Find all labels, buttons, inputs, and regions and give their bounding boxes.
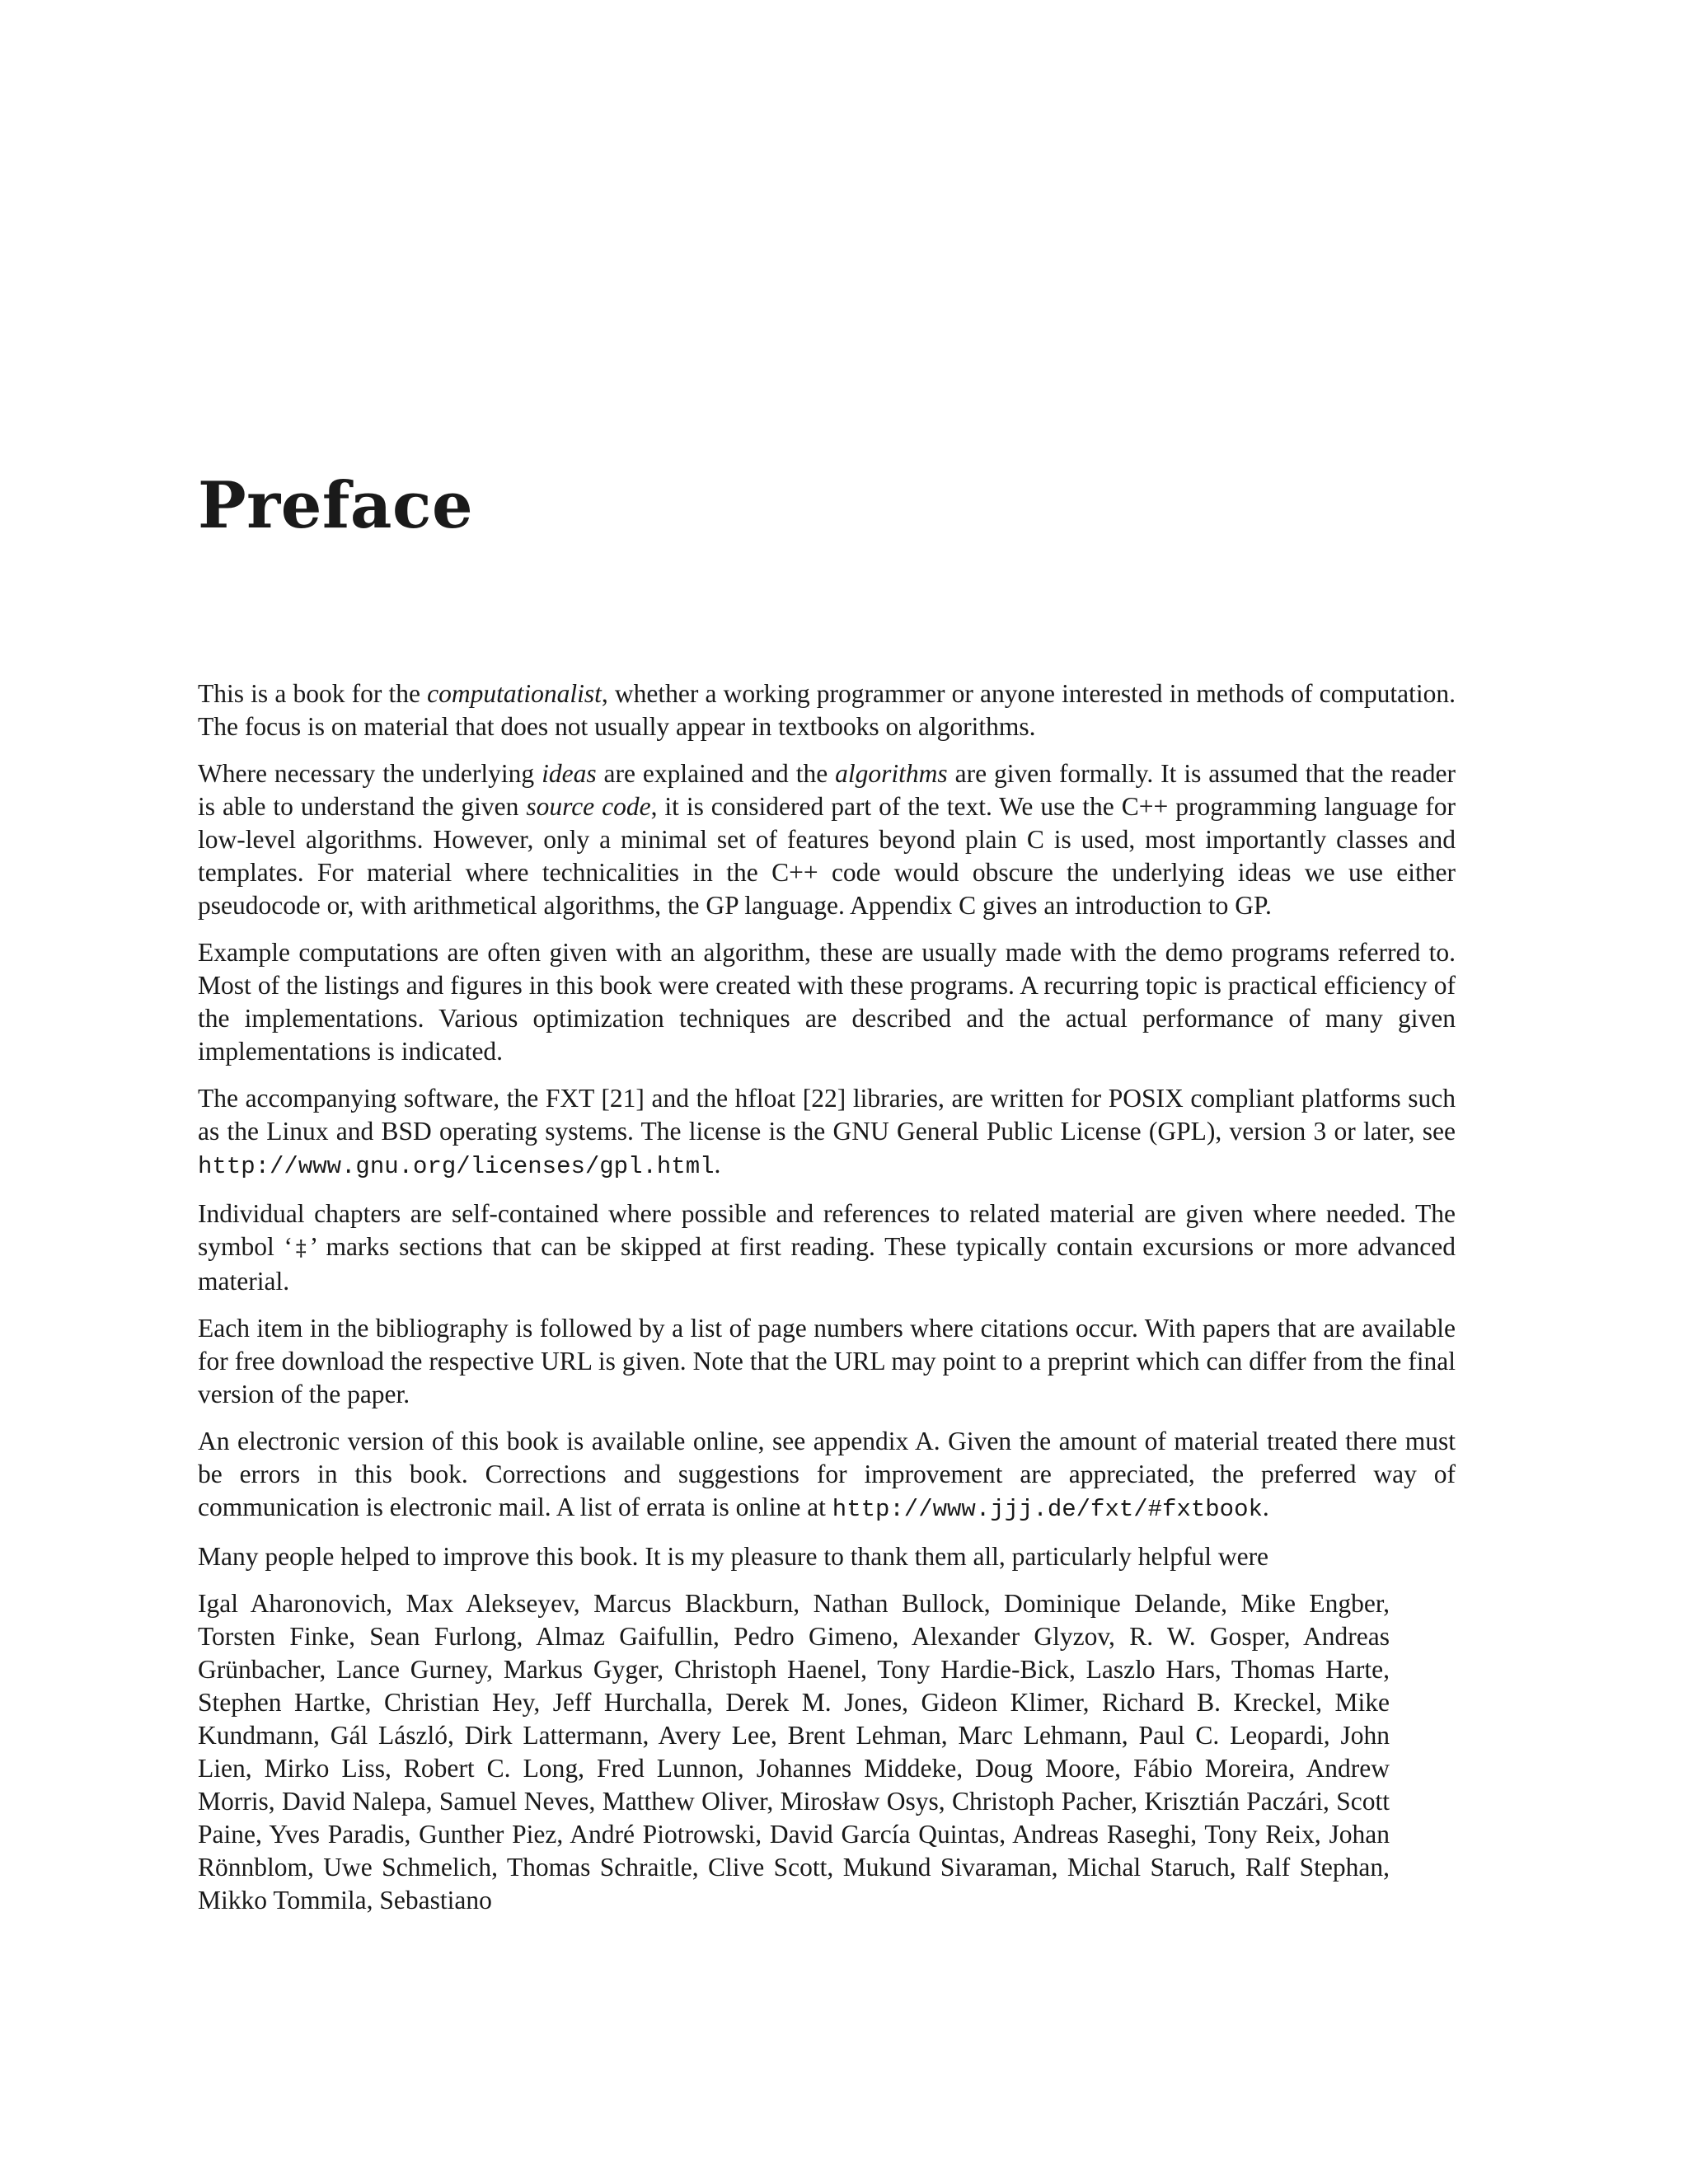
paragraph-errata: An electronic version of this book is available online, see appendix A. Given the amount of material treated there must be errors in this book. Corrections and suggestions for improvement are appreciated, the preferred way of communication is electronic mail. A list of errata is online at http://www.jjj.de/fxt/#fxtbook. — [198, 1427, 1456, 1523]
emphasis-source-code: source code — [526, 792, 651, 821]
emphasis-ideas: ideas — [542, 759, 597, 788]
paragraph-audience: This is a book for the computationalist, whether a working programmer or anyone interested in methods of computation. The focus is on material that does not usually appear in textbooks on algorithms. — [198, 679, 1456, 741]
acknowledgements-list: Igal Aharonovich, Max Alekseyev, Marcus Blackburn, Nathan Bullock, Dominique Delande, Mike Engber, Torsten Finke, Sean Furlong, Almaz Gaifullin, Pedro Gimeno, Alexander Glyzov, R. W. Gosper, Andreas Grünbacher, Lance Gurney, Markus Gyger, Christoph Haenel, Tony Hardie-Bick, Laszlo Hars, Thomas Harte, Stephen Hartke, Christian Hey, Jeff Hurchalla, Derek M. Jones, Gideon Klimer, Richard B. Kreckel, Mike Kundmann, Gál László, Dirk Lattermann, Avery Lee, Brent Lehman, Marc Lehmann, Paul C. Leopardi, John Lien, Mirko Liss, Robert C. Long, Fred Lunnon, Johannes Middeke, Doug Moore, Fábio Moreira, Andrew Morris, David Nalepa, Samuel Neves, Matthew Oliver, Mirosław Osys, Christoph Pacher, Krisztián Paczári, Scott Paine, Yves Paradis, Gunther Piez, André Piotrowski, David García Quintas, Andreas Raseghi, Tony Reix, Johan Rönnblom, Uwe Schmelich, Thomas Schraitle, Clive Scott, Mukund Sivaraman, Michal Staruch, Ralf Stephan, Mikko Tommila, Sebastiano — [198, 1589, 1390, 1915]
emphasis-computationalist: computationalist — [427, 679, 602, 708]
paragraph-software: The accompanying software, the FXT [21] and the hfloat [22] libraries, are written for POSIX compliant platforms such as the Linux and BSD operating systems. The license is the GNU General Public License (GPL), version 3 or later, see http://www.gnu.org/licenses/gpl.html. — [198, 1084, 1456, 1180]
paragraph-chapters: Individual chapters are self-contained where possible and references to related material are given where needed. The symbol ‘‡’ marks sections that can be skipped at first reading. These typically contain excursions or more advanced material. — [198, 1199, 1456, 1296]
errata-link[interactable]: http://www.jjj.de/fxt/#fxtbook — [832, 1496, 1263, 1523]
chapter-title: Preface — [198, 468, 474, 543]
paragraph-thanks-intro: Many people helped to improve this book. It is my pleasure to thank them all, particularly helpful were — [198, 1542, 1269, 1571]
paragraph-bibliography: Each item in the bibliography is followed by a list of page numbers where citations occur. With papers that are available for free download the respective URL is given. Note that the URL may point to a preprint which can differ from the final version of the paper. — [198, 1314, 1456, 1408]
body-text — [198, 677, 1456, 1931]
emphasis-algorithms: algorithms — [835, 759, 948, 788]
gpl-link[interactable]: http://www.gnu.org/licenses/gpl.html — [198, 1153, 715, 1180]
paragraph-examples: Example computations are often given with an algorithm, these are usually made with the demo programs referred to. Most of the listings and figures in this book were created with these programs. A recurring topic is practical efficiency of the implementations. Various optimization techniques are described and the actual performance of many given implementations is indicated. — [198, 938, 1456, 1066]
paragraph-approach: Where necessary the underlying ideas are explained and the algorithms are given formally. It is assumed that the reader is able to understand the given source code, it is considered part of the text. We use the C++ programming language for low-level algorithms. However, only a minimal set of features beyond plain C is used, most importantly classes and templates. For material where technicalities in the C++ code would obscure the underlying ideas we use either pseudocode or, with arithmetical algorithms, the GP language. Appendix C gives an introduction to GP. — [198, 759, 1456, 920]
double-dagger-symbol: ‡ — [292, 1236, 310, 1261]
